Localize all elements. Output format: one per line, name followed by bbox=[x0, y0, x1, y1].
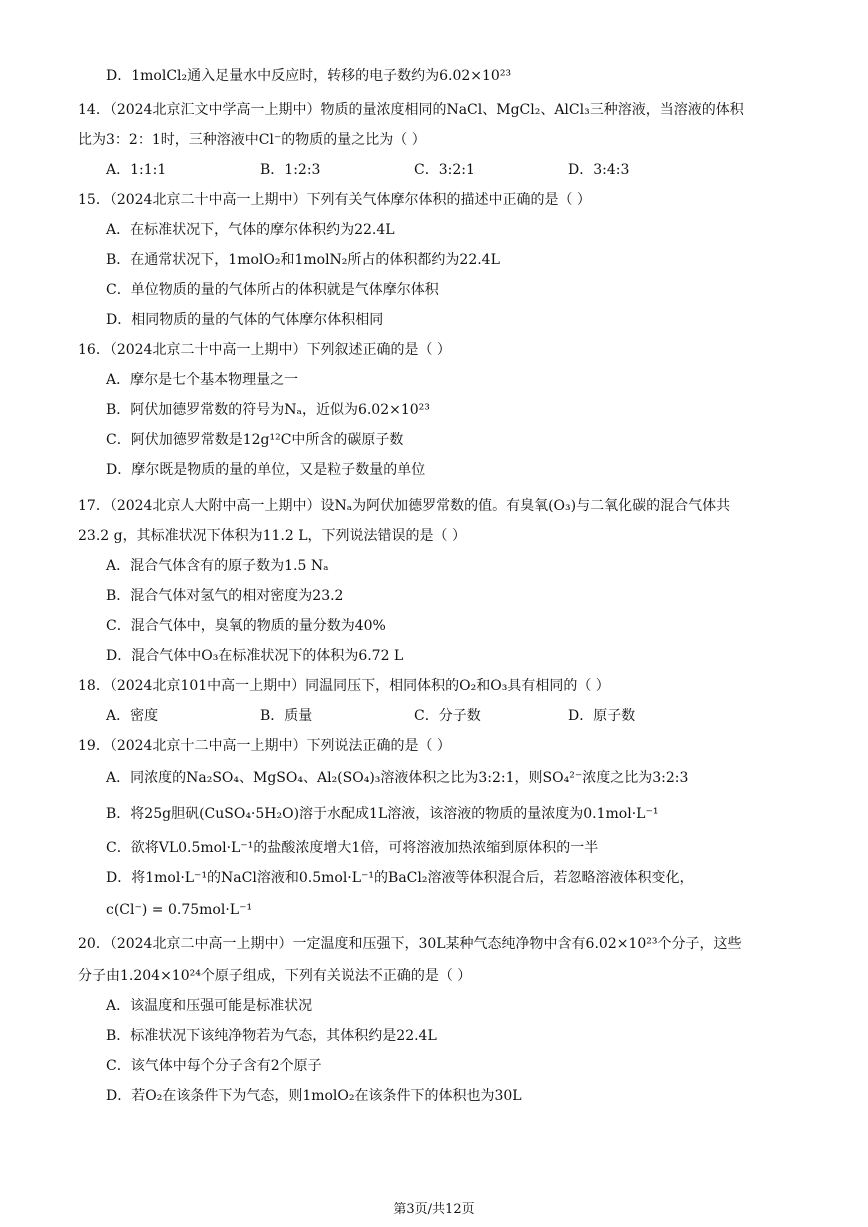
question-line: 23.2 g，其标准状况下体积为11.2 L，下列说法错误的是（ ） bbox=[78, 528, 466, 544]
option-line: C．阿伏加德罗常数是12g¹²C中所含的碳原子数 bbox=[106, 432, 404, 448]
option-line: B．混合气体对氢气的相对密度为23.2 bbox=[106, 588, 344, 604]
option-line: B．阿伏加德罗常数的符号为Nₐ，近似为6.02×10²³ bbox=[106, 402, 430, 418]
option-line: C．单位物质的量的气体所占的体积就是气体摩尔体积 bbox=[106, 282, 439, 298]
option-line: A．同浓度的Na₂SO₄、MgSO₄、Al₂(SO₄)₃溶液体积之比为3:2:1，则SO₄²⁻浓度之比为3:2:3 bbox=[106, 770, 689, 786]
question-line: 16．（2024北京二十中高一上期中）下列叙述正确的是（ ） bbox=[78, 342, 451, 358]
option-line: D．相同物质的量的气体的气体摩尔体积相同 bbox=[106, 312, 384, 328]
question-line: 17．（2024北京人大附中高一上期中）设Nₐ为阿伏加德罗常数的值。有臭氧(O₃)与二氧化碳的混合气体共 bbox=[78, 498, 731, 514]
option-item: A．密度 bbox=[106, 708, 159, 724]
question-line: 19．（2024北京十二中高一上期中）下列说法正确的是（ ） bbox=[78, 738, 451, 754]
option-line: C．该气体中每个分子含有2个原子 bbox=[106, 1058, 322, 1074]
question-line: 分子由1.204×10²⁴个原子组成，下列有关说法不正确的是（ ） bbox=[78, 968, 472, 984]
option-item: D．3:4:3 bbox=[568, 162, 630, 178]
option-line: A．摩尔是七个基本物理量之一 bbox=[106, 372, 299, 388]
option-line: A．该温度和压强可能是标准状况 bbox=[106, 998, 313, 1014]
option-line: A．在标准状况下，气体的摩尔体积约为22.4L bbox=[106, 222, 395, 238]
option-line: D．1molCl₂通入足量水中反应时，转移的电子数约为6.02×10²³ bbox=[106, 68, 512, 84]
page-footer: 第3页/共12页 bbox=[393, 1202, 475, 1217]
option-line: D．混合气体中O₃在标准状况下的体积为6.72 L bbox=[106, 648, 404, 664]
option-item: A．1:1:1 bbox=[106, 162, 167, 178]
option-item: C．3:2:1 bbox=[414, 162, 475, 178]
option-line: D．摩尔既是物质的量的单位，又是粒子数量的单位 bbox=[106, 462, 426, 478]
question-line: 14．（2024北京汇文中学高一上期中）物质的量浓度相同的NaCl、MgCl₂、AlCl₃三种溶液，当溶液的体积 bbox=[78, 102, 744, 118]
option-line: C．欲将VL0.5mol·L⁻¹的盐酸浓度增大1倍，可将溶液加热浓缩到原体积的一半 bbox=[106, 840, 599, 856]
option-item: D．原子数 bbox=[568, 708, 636, 724]
question-line: 比为3：2：1时，三种溶液中Cl⁻的物质的量之比为（ ） bbox=[78, 132, 426, 148]
question-line: 20．（2024北京二中高一上期中）一定温度和压强下，30L某种气态纯净物中含有6.02×10²³个分子，这些 bbox=[78, 936, 742, 952]
option-line: A．混合气体含有的原子数为1.5 Nₐ bbox=[106, 558, 329, 574]
option-line: B．标准状况下该纯净物若为气态，其体积约是22.4L bbox=[106, 1028, 437, 1044]
option-item: B．质量 bbox=[260, 708, 313, 724]
option-row bbox=[106, 160, 808, 180]
option-item: C．分子数 bbox=[414, 708, 481, 724]
option-line: D．若O₂在该条件下为气态，则1molO₂在该条件下的体积也为30L bbox=[106, 1088, 522, 1104]
option-item: B．1:2:3 bbox=[260, 162, 321, 178]
question-line: 18．（2024北京101中高一上期中）同温同压下，相同体积的O₂和O₃具有相同的（ ） bbox=[78, 678, 610, 694]
option-row bbox=[106, 706, 808, 726]
option-line: C．混合气体中，臭氧的物质的量分数为40% bbox=[106, 618, 386, 634]
option-line: B．将25g胆矾(CuSO₄·5H₂O)溶于水配成1L溶液，该溶液的物质的量浓度为0.1mol·L⁻¹ bbox=[106, 806, 659, 822]
option-line: c(Cl⁻) = 0.75mol·L⁻¹ bbox=[106, 902, 253, 918]
question-line: 15．（2024北京二十中高一上期中）下列有关气体摩尔体积的描述中正确的是（ ） bbox=[78, 192, 591, 208]
option-line: D．将1mol·L⁻¹的NaCl溶液和0.5mol·L⁻¹的BaCl₂溶液等体积混合后，若忽略溶液体积变化， bbox=[106, 870, 694, 886]
option-line: B．在通常状况下，1molO₂和1molN₂所占的体积都约为22.4L bbox=[106, 252, 500, 268]
